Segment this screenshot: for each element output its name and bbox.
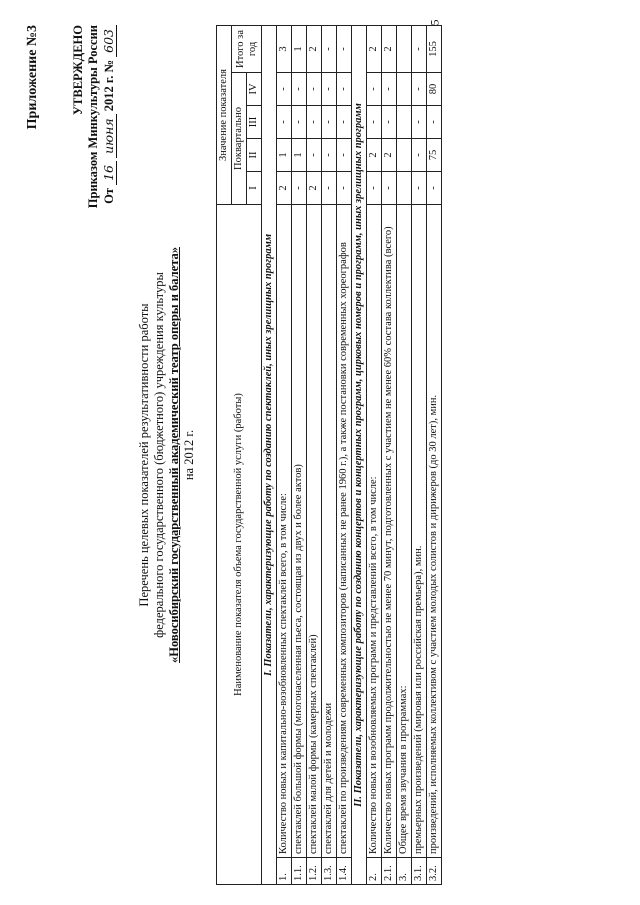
- quarter-value: -: [322, 73, 337, 106]
- order-year: 2012 г. №: [102, 59, 116, 112]
- quarter-value: -: [292, 73, 307, 106]
- quarter-value: -: [322, 172, 337, 205]
- row-number: 1.4.: [337, 858, 352, 885]
- row-number: 2.: [367, 858, 382, 885]
- quarter-value: -: [427, 106, 442, 139]
- row-name: Общее время звучания в программах:: [397, 205, 412, 858]
- table-row: [292, 26, 307, 885]
- header-quarter: I: [247, 172, 262, 205]
- quarter-value: -: [427, 172, 442, 205]
- quarter-value: -: [277, 106, 292, 139]
- quarter-value: -: [322, 139, 337, 172]
- quarter-value: 80: [427, 73, 442, 106]
- row-number: 3.: [397, 858, 412, 885]
- quarter-value: -: [412, 106, 427, 139]
- handwritten-order-number: 603: [101, 25, 117, 57]
- quarter-value: -: [307, 73, 322, 106]
- quarter-value: [397, 172, 412, 205]
- row-number: 1.: [277, 858, 292, 885]
- quarter-value: -: [382, 106, 397, 139]
- handwritten-day: 16: [101, 161, 117, 185]
- quarter-value: -: [337, 73, 352, 106]
- appendix-label: Приложение №3: [25, 25, 40, 130]
- quarter-value: -: [412, 172, 427, 205]
- row-number: 3.1.: [412, 858, 427, 885]
- date-prefix: От: [102, 188, 116, 204]
- table-row: [412, 26, 427, 885]
- header-quarter: III: [247, 106, 262, 139]
- order-label: Приказом Минкультуры России: [86, 25, 100, 209]
- quarter-value: -: [382, 172, 397, 205]
- table-row: [307, 26, 322, 885]
- quarter-value: -: [337, 106, 352, 139]
- header-quarter: IV: [247, 73, 262, 106]
- table-row: [322, 26, 337, 885]
- page-number: 5: [427, 19, 442, 26]
- handwritten-month: июня: [101, 114, 117, 158]
- header-quarter: II: [247, 139, 262, 172]
- quarter-value: -: [277, 73, 292, 106]
- header-total: Итого за год: [232, 26, 262, 73]
- section-1-rows: [277, 26, 352, 885]
- row-name: Количество новых и капитально-возобновленных спектаклей всего, в том числе:: [277, 205, 292, 858]
- header-quarterly: Поквартально: [232, 73, 247, 205]
- quarter-value: -: [382, 73, 397, 106]
- order-date-line: [101, 25, 117, 208]
- year-total: 3: [277, 26, 292, 73]
- quarter-value: -: [337, 172, 352, 205]
- section-2-title: II. Показатели, характеризующие работу по созданию концертов и концертных программ, цирковых номеров и программ, иных зрелищных программ: [352, 26, 367, 885]
- row-number: 1.3.: [322, 858, 337, 885]
- approval-block: [71, 25, 117, 208]
- section-2-rows: [367, 26, 442, 885]
- header-row-1: [217, 26, 232, 885]
- year-total: 155: [427, 26, 442, 73]
- quarter-value: 1: [277, 139, 292, 172]
- row-name: спектаклей для детей и молодежи: [322, 205, 337, 858]
- row-name: произведений, исполняемых коллективом с участием молодых солистов и дирижеров (до 30 лет), мин.: [427, 205, 442, 858]
- row-number: 1.1.: [292, 858, 307, 885]
- year-total: -: [322, 26, 337, 73]
- quarter-value: -: [367, 106, 382, 139]
- table-row: [337, 26, 352, 885]
- quarter-value: -: [322, 106, 337, 139]
- year-total: 2: [307, 26, 322, 73]
- quarter-value: 1: [292, 139, 307, 172]
- indicators-table: [216, 25, 442, 885]
- document-title: [137, 25, 197, 885]
- table-row: [367, 26, 382, 885]
- title-line-4: на 2012 г.: [182, 429, 196, 481]
- row-name: премьерных произведений (мировая или российская премьера), мин.: [412, 205, 427, 858]
- year-total: 2: [382, 26, 397, 73]
- table-row: [427, 26, 442, 885]
- quarter-value: [397, 106, 412, 139]
- title-line-2: федерального государственного (бюджетного) учреждения культуры: [152, 272, 166, 638]
- row-number: 3.2.: [427, 858, 442, 885]
- quarter-value: [397, 139, 412, 172]
- quarter-value: -: [337, 139, 352, 172]
- quarter-value: -: [307, 106, 322, 139]
- row-name: спектаклей по произведениям современных композиторов (написанных не ранее 1960 г.), а также постановки современных хореографов: [337, 205, 352, 858]
- row-name: спектаклей большой формы (многонаселенная пьеса, состоящая из двух и более актов): [292, 205, 307, 858]
- table-row: [397, 26, 412, 885]
- row-number: 2.1.: [382, 858, 397, 885]
- row-name: спектаклей малой формы (камерных спектаклей): [307, 205, 322, 858]
- title-line-3: «Новосибирский государственный академический театр оперы и балета»: [167, 247, 181, 663]
- row-name: Количество новых и возобновляемых программ и представлений всего, в том числе:: [367, 205, 382, 858]
- year-total: 1: [292, 26, 307, 73]
- quarter-value: -: [307, 139, 322, 172]
- year-total: -: [412, 26, 427, 73]
- title-line-1: Перечень целевых показателей результативности работы: [137, 303, 151, 607]
- table-row: [277, 26, 292, 885]
- section-row: [352, 26, 367, 885]
- quarter-value: -: [292, 172, 307, 205]
- quarter-value: 2: [307, 172, 322, 205]
- quarter-value: -: [367, 172, 382, 205]
- approved-label: УТВЕРЖДЕНО: [71, 25, 85, 116]
- row-name: Количество новых программ продолжительностью не менее 70 минут, подготовленных с участием не менее 60% состава коллектива (всего): [382, 205, 397, 858]
- table-row: [382, 26, 397, 885]
- section-1-title: I. Показатели, характеризующие работу по созданию спектаклей, иных зрелищных программ: [262, 26, 277, 885]
- header-name: Наименование показателя объема государственной услуги (работы): [217, 205, 262, 885]
- section-row: [262, 26, 277, 885]
- quarter-value: -: [367, 73, 382, 106]
- year-total: -: [337, 26, 352, 73]
- quarter-value: 2: [277, 172, 292, 205]
- header-values: Значение показателя: [217, 26, 232, 205]
- quarter-value: 75: [427, 139, 442, 172]
- quarter-value: 2: [382, 139, 397, 172]
- quarter-value: -: [292, 106, 307, 139]
- quarter-value: -: [412, 139, 427, 172]
- year-total: [397, 26, 412, 73]
- row-number: 1.2.: [307, 858, 322, 885]
- quarter-value: 2: [367, 139, 382, 172]
- rotated-document-sheet: [25, 25, 615, 885]
- quarter-value: -: [412, 73, 427, 106]
- year-total: 2: [367, 26, 382, 73]
- quarter-value: [397, 73, 412, 106]
